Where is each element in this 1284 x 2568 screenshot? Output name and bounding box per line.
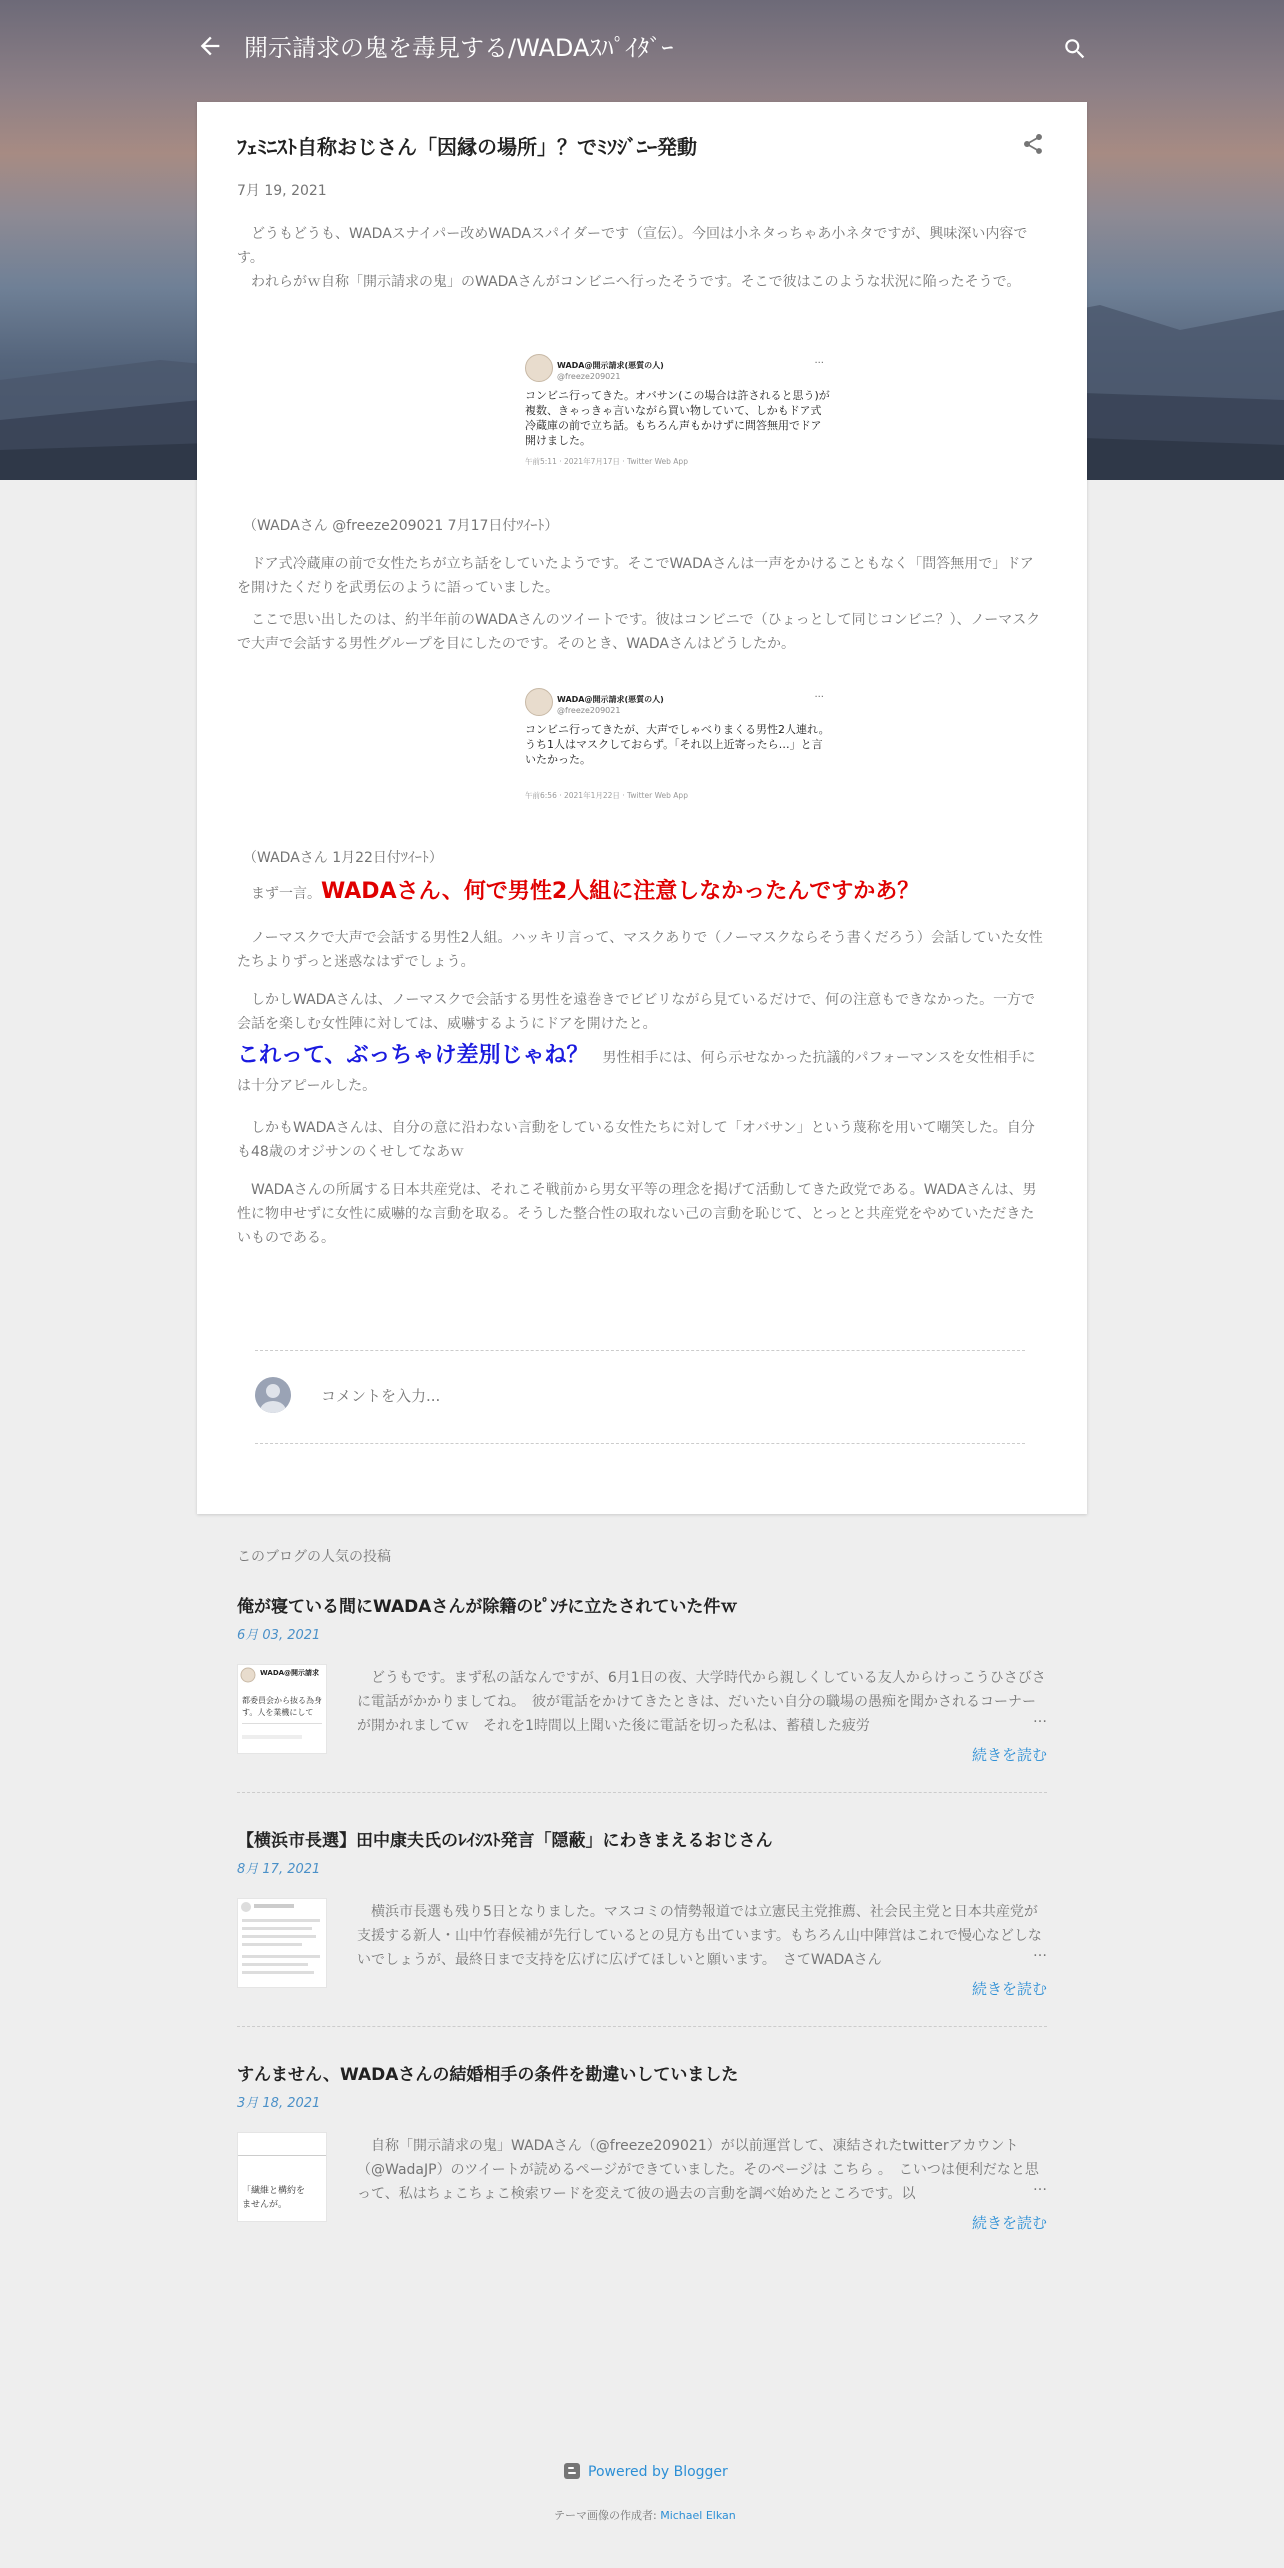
read-more-link[interactable]: 続きを読む [971,1980,1047,1998]
comment-input[interactable]: コメントを入力... [321,1387,441,1405]
paragraph: ノーマスクで大声で会話する男性2人組。ハッキリ言って、マスクありで（ノーマスクならそう書くだろう）会話していた女性たちよりずっと迷惑なはずでしょう。 [237,930,1043,970]
paragraph-prefix: まず一言。 [237,886,321,902]
thumbnail-text: 都委員会から抜る為身 [242,1696,322,1705]
thumbnail-text: す。人を業機にして [242,1708,314,1717]
share-icon[interactable] [1021,132,1047,158]
divider [237,2026,1047,2027]
tweet-embed [525,688,830,814]
ellipsis: … [1033,2178,1047,2194]
blog-title[interactable]: 開示請求の鬼を毒見する/WADAｽﾊﾟｲﾀﾞｰ [244,34,674,62]
back-arrow-icon[interactable] [196,32,224,60]
popular-post-thumbnail[interactable] [237,1898,327,1988]
paragraph: ここで思い出したのは、約半年前のWADAさんのツイートです。彼はコンビニで（ひょっとして同じコンビニ？）、ノーマスクで大声で会話する男性グループを目にしたのです。そのとき、WADAさんはどうしたか。 [237,612,1041,652]
popular-post-title[interactable]: 【横浜市長選】田中康夫氏のﾚｲｼｽﾄ発言「隠蔽」にわきまえるおじさん [237,1831,773,1851]
powered-by-blogger-link[interactable] [564,2463,728,2480]
divider [237,1792,1047,1793]
theme-credit [554,2507,736,2523]
popular-post-snippet: 横浜市長選も残り5日となりました。マスコミの情勢報道では立憲民主党推薦、社会民主党と日本共産党が支援する新人・山中竹春候補が先行しているとの見方も出ています。もちろん山中陣営はこれで慢心などしないでしょうが、最終日まで支持を広げに広げてほしいと願います。 さてWADAさん [357,1904,1042,1968]
popular-post-date: 3月 18, 2021 [237,2096,321,2111]
tweet-footer: 午前6:56 · 2021年1月22日 · Twitter Web App [525,791,688,800]
thumbnail-text: ませんが。 [242,2200,288,2210]
popular-post-title[interactable]: すんません、WADAさんの結婚相手の条件を勘違いしていました [237,2065,739,2085]
paragraph: われらがｗ自称「開示請求の鬼」のWADAさんがコンビニへ行ったそうです。そこで彼はこのような状況に陥ったそうで。 [237,274,1021,290]
thumbnail-text: 「繊維と構約を [242,2186,306,2196]
user-avatar-icon [255,1377,291,1413]
top-bar [196,28,1088,72]
post-card [197,102,1087,1514]
thumbnail-text: WADA@開示請求 [260,1669,320,1677]
ellipsis: … [1033,1944,1047,1960]
popular-post-thumbnail[interactable] [237,2132,327,2222]
credit-prefix: テーマ画像の作成者: [554,2509,661,2522]
emphasis-red: WADAさん、何で男性2人組に注意しなかったんですかあ？ [321,879,920,904]
ellipsis: … [1033,1710,1047,1726]
powered-by-text: Powered by Blogger [588,2464,728,2480]
paragraph: WADAさんの所属する日本共産党は、それこそ戦前から男女平等の理念を掲げて活動してきた政党である。WADAさんは、男性に物申せずに女性に威嚇的な言動を取る。そうした整合性の取れない己の言動を恥じて、とっとと共産党をやめていただきたいものである。 [237,1182,1037,1246]
popular-post-snippet: 自称「開示請求の鬼」WADAさん（@freeze209021）が以前運営して、凍結されたtwitterアカウント（@WadaJP）のツイートが読めるページができていました。そのページは こちら 。 こいつは便利だなと思って、私はちょこちょこ検索ワードを変えて彼の過去の言動を調べ始めたところです。以 [357,2138,1039,2202]
paragraph: しかしWADAさんは、ノーマスクで会話する男性を遠巻きでビビリながら見ているだけで、何の注意もできなかった。一方で会話を楽しむ女性陣に対しては、威嚇するようにドアを開けたと。 [237,992,1036,1032]
popular-post-date: 6月 03, 2021 [237,1628,321,1643]
paragraph-rest: 男性相手には、何ら示せなかった抗議的パフォーマンスを女性相手には十分アピールした。 [237,1050,1036,1094]
avatar [525,354,553,382]
credit-author-link[interactable]: Michael Elkan [660,2509,736,2522]
tweet-author-name: WADA@開示請求(悪質の人) [557,361,664,370]
post-date: 7月 19, 2021 [237,183,327,199]
popular-post-item [237,1826,1047,2048]
tweet-text: コンビニ行ってきた。オバサン(この場合は許されると思う)が複数、きゃっきゃ言いながら買い物していて、しかもドア式冷蔵庫の前で立ち話。もちろん声もかけずに問答無用でドア開けました。 [525,389,830,447]
more-icon: ··· [814,692,824,703]
popular-post-date: 8月 17, 2021 [237,1862,321,1877]
tweet-footer: 午前5:11 · 2021年7月17日 · Twitter Web App [525,457,688,466]
popular-post-snippet: どうもです。まず私の話なんですが、6月1日の夜、大学時代から親しくしている友人からけっこうひさびさに電話がかかりましてね。 彼が電話をかけてきたときは、だいたい自分の職場の愚痴を聞かされるコーナーが開かれましてｗ それを1時間以上聞いた後に電話を切った私は、蓄積した疲労 [357,1670,1046,1734]
tweet-caption: （WADAさん @freeze209021 7月17日付ﾂｲｰﾄ） [243,518,559,534]
read-more-link[interactable]: 続きを読む [971,1746,1047,1764]
comment-section [255,1350,1025,1444]
paragraph: しかもWADAさんは、自分の意に沿わない言動をしている女性たちに対して「オバサン」という蔑称を用いて嘲笑した。自分も48歳のオジサンのくせしてなあｗ [237,1120,1035,1160]
tweet-handle: @freeze209021 [557,372,621,381]
tweet-handle: @freeze209021 [557,706,621,715]
paragraph [237,1042,1047,1100]
paragraph: ドア式冷蔵庫の前で女性たちが立ち話をしていたようです。そこでWADAさんは一声をかけることもなく「問答無用で」ドアを開けたくだりを武勇伝のように語っていました。 [237,556,1034,596]
tweet-caption: （WADAさん 1月22日付ﾂｲｰﾄ） [243,850,443,866]
tweet-embed [525,354,830,480]
search-icon[interactable] [1062,36,1088,62]
popular-post-title[interactable]: 俺が寝ている間にWADAさんが除籍のﾋﾟﾝﾁに立たされていた件ｗ [237,1597,738,1617]
post-title: ﾌｪﾐﾆｽﾄ自称おじさん「因縁の場所」？でﾐｿｼﾞﾆｰ発動 [237,135,697,159]
paragraph [237,876,1047,910]
popular-post-item [237,1592,1047,1814]
tweet-text: コンビニ行ってきたが、大声でしゃべりまくる男性2人連れ。うち1人はマスクしておらず。「それ以上近寄ったら…」と言いたかった。 [525,723,830,766]
popular-post-item [237,2060,1047,2282]
blogger-icon [564,2463,580,2479]
read-more-link[interactable]: 続きを読む [971,2214,1047,2232]
avatar [525,688,553,716]
emphasis-blue: これって、ぶっちゃけ差別じゃね？ [237,1043,589,1068]
more-icon: ··· [814,358,824,369]
tweet-author-name: WADA@開示請求(悪質の人) [557,695,664,704]
popular-heading: このブログの人気の投稿 [237,1549,391,1565]
popular-post-thumbnail[interactable] [237,1664,327,1754]
paragraph: どうもどうも、WADAスナイパー改めWADAスパイダーです（宣伝）。今回は小ネタっちゃあ小ネタですが、興味深い内容です。 [237,226,1028,266]
